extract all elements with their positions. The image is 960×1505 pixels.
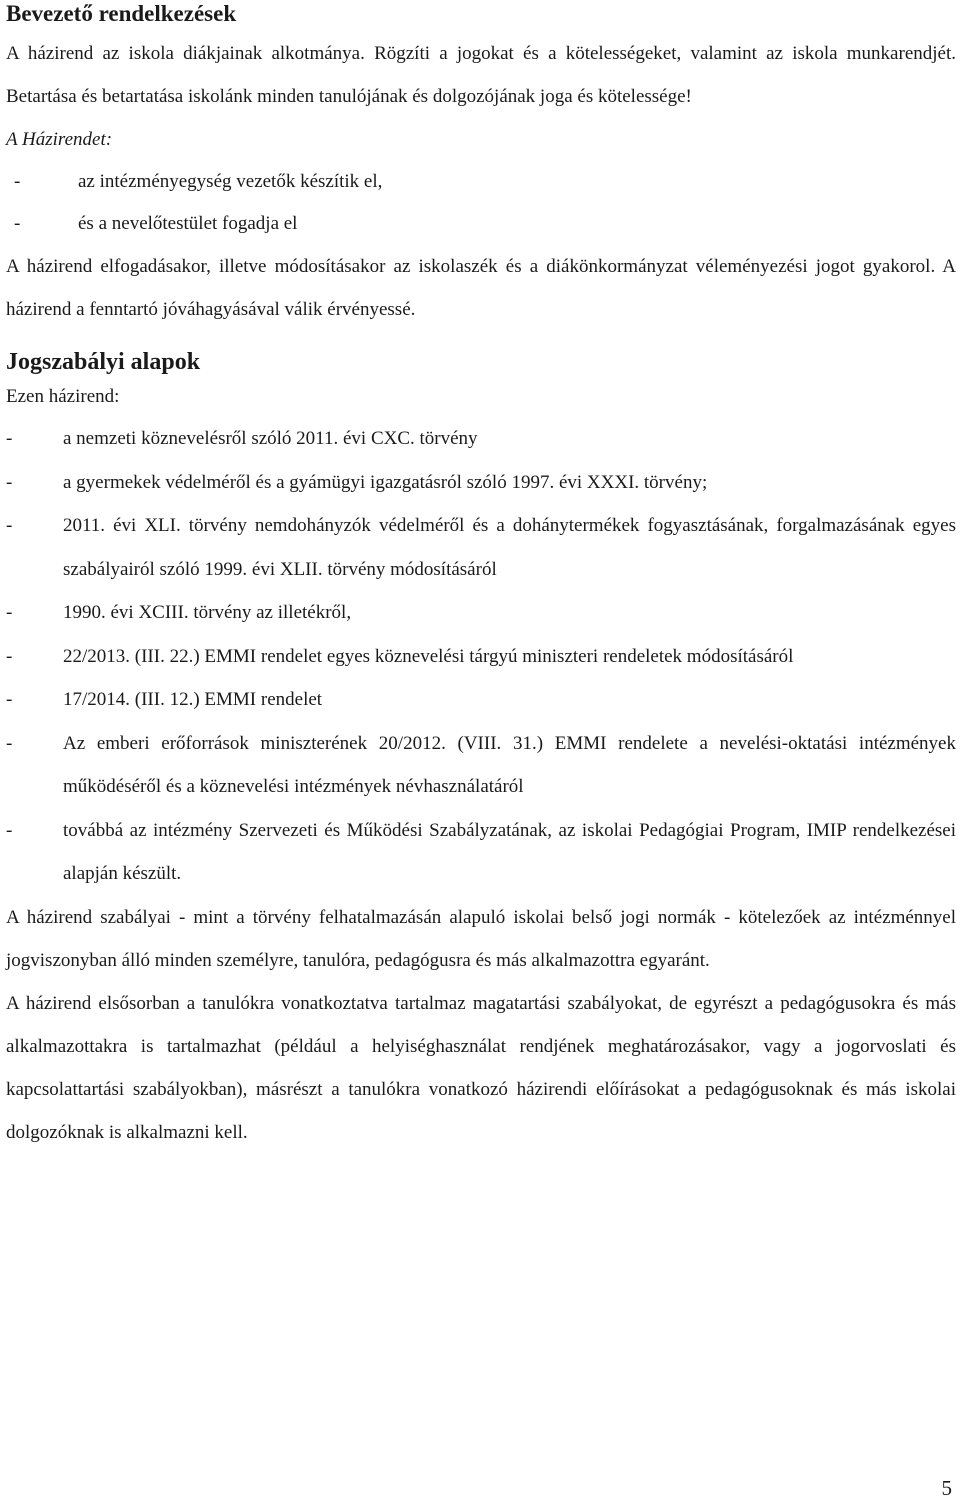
- list-item: [6, 591, 956, 635]
- list-item: [6, 504, 956, 591]
- list-item: [6, 678, 956, 722]
- list-item-text: 17/2014. (III. 12.) EMMI rendelet: [63, 689, 323, 710]
- list-dash: -: [6, 602, 13, 623]
- list-dash: -: [6, 645, 13, 667]
- list-item-text: 22/2013. (III. 22.) EMMI rendelet egyes köznevelési tárgyú miniszteri rendeletek módosításáról: [63, 645, 794, 667]
- list-item: [6, 203, 956, 245]
- list-dash: -: [14, 171, 21, 192]
- list-item-text: 2011. évi XLI. törvény nemdohányzók védelméről és a dohánytermékek fogyasztásának, forgalmazásának egyes szabályairól szóló 1999. évi XLII. törvény módosításáról: [63, 515, 956, 580]
- page-number: 5: [941, 1476, 952, 1500]
- lead-house-rules: A Házirendet:: [6, 129, 113, 150]
- list-dash: -: [6, 689, 13, 710]
- list-item: [6, 809, 956, 896]
- adoption-list: [6, 161, 956, 245]
- list-item: [6, 722, 956, 809]
- list-dash: -: [6, 732, 13, 754]
- section-title-legal-basis: Jogszabályi alapok: [6, 349, 201, 375]
- legal-basis-list: [6, 417, 956, 896]
- document-page: [6, 0, 956, 1154]
- lead-this-house-rule: Ezen házirend:: [6, 386, 120, 407]
- list-item-text: a gyermekek védelméről és a gyámügyi igazgatásról szóló 1997. évi XXXI. törvény;: [63, 471, 708, 493]
- list-item-text: a nemzeti köznevelésről szóló 2011. évi CXC. törvény: [63, 428, 478, 449]
- intro-paragraph: A házirend az iskola diákjainak alkotmánya. Rögzíti a jogokat és a kötelességeket, valamint az iskola munkarendjét. Betartása és betartatása iskolánk minden tanulójának és dolgozójának joga és kötelessége!: [6, 43, 956, 107]
- list-item: [6, 461, 956, 505]
- section-title-introductory-provisions: Bevezető rendelkezések: [6, 1, 237, 26]
- list-dash: -: [6, 515, 13, 536]
- list-item-text: 1990. évi XCIII. törvény az illetékről,: [63, 602, 352, 623]
- rules-applicability-paragraph: A házirend elsősorban a tanulókra vonatkoztatva tartalmaz magatartási szabályokat, de egyrészt a pedagógusokra és más alkalmazottakra is tartalmazhat (például a helyiséghasználat rendjének meghatározásakor, vagy a jogorvoslati és kapcsolattartási szabályokban), másrészt a tanulókra vonatkozó házirendi előírásokat a pedagógusoknak és más iskolai dolgozóknak is alkalmazni kell.: [6, 992, 956, 1143]
- list-dash: -: [14, 213, 21, 234]
- list-dash: -: [6, 428, 13, 449]
- list-item: [6, 161, 956, 203]
- rules-scope-paragraph: A házirend szabályai - mint a törvény felhatalmazásán alapuló iskolai belső jogi normák - kötelezőek az intézménnyel jogviszonyban álló minden személyre, tanulóra, pedagógusra és más alkalmazottra egyaránt.: [6, 906, 956, 971]
- list-item-text: továbbá az intézmény Szervezeti és Működési Szabályzatának, az iskolai Pedagógiai Program, IMIP rendelkezései alapján készült.: [63, 819, 956, 884]
- list-item-text: Az emberi erőforrások miniszterének 20/2012. (VIII. 31.) EMMI rendelete a nevelési-oktatási intézmények működéséről és a köznevelési intézmények névhasználatáról: [63, 732, 956, 797]
- adoption-closing-paragraph: A házirend elfogadásakor, illetve módosításakor az iskolaszék és a diákönkormányzat véleményezési jogot gyakorol. A házirend a fenntartó jóváhagyásával válik érvényessé.: [6, 256, 956, 320]
- list-dash: -: [6, 471, 13, 493]
- list-item-text: és a nevelőtestület fogadja el: [78, 213, 298, 234]
- list-dash: -: [6, 819, 13, 841]
- list-item: [6, 417, 956, 461]
- list-item-text: az intézményegység vezetők készítik el,: [78, 171, 383, 192]
- list-item: [6, 635, 956, 679]
